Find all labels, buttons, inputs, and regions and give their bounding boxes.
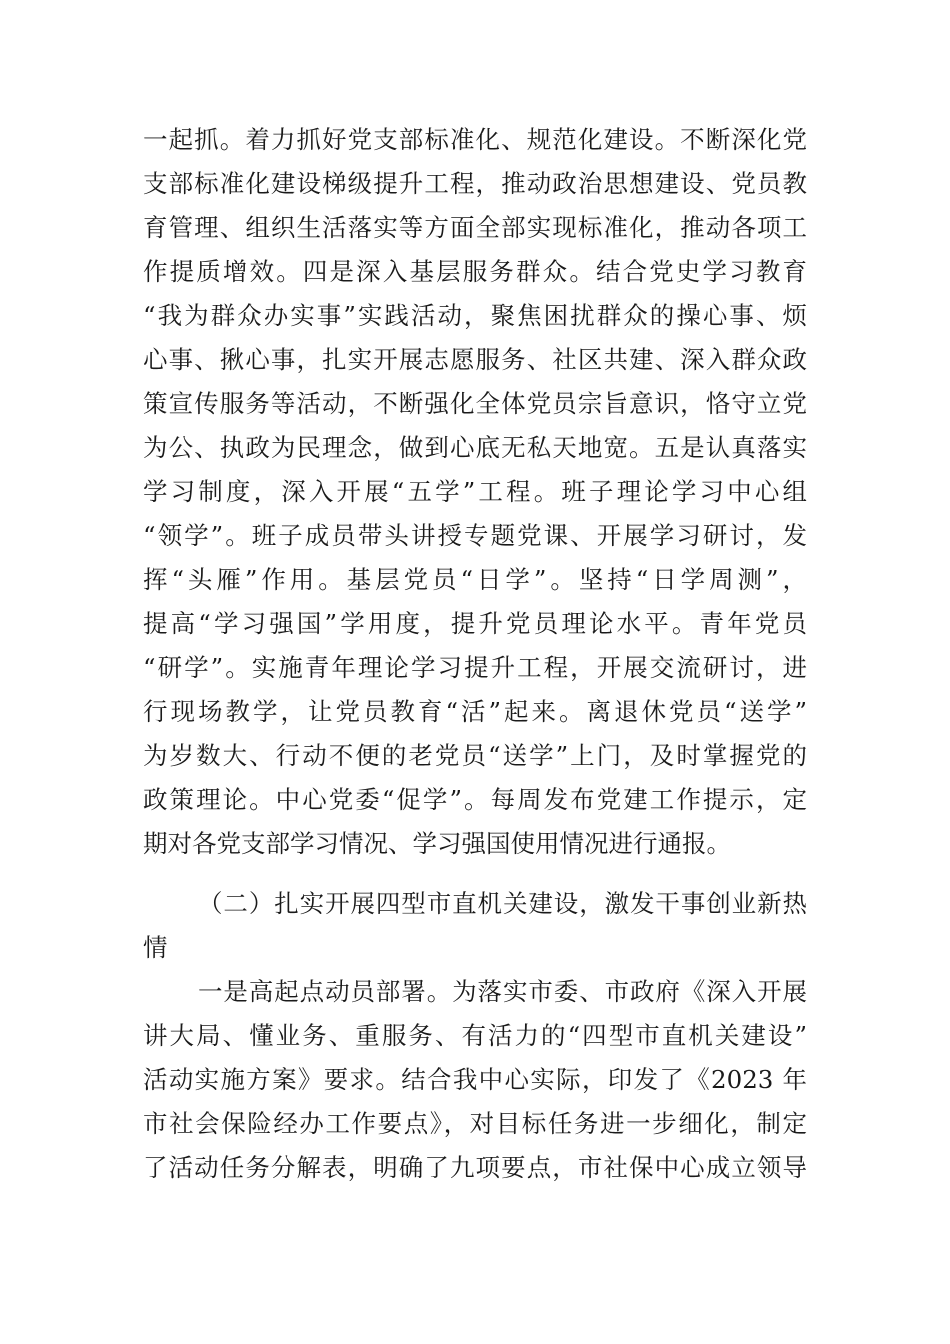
- text-line: 政策理论。中心党委“促学”。每周发布党建工作提示，定: [143, 785, 807, 814]
- text-line: 提高“学习强国”学用度，提升党员理论水平。青年党员: [143, 609, 807, 638]
- text-line: 挥“头雁”作用。基层党员“日学”。坚持“日学周测”，: [143, 565, 807, 594]
- text-line: “领学”。班子成员带头讲授专题党课、开展学习研讨，发: [143, 521, 807, 550]
- text-line: 活动实施方案》要求。结合我中心实际，印发了《2023 年: [143, 1065, 807, 1094]
- heading-line: 情: [143, 933, 168, 962]
- text-line: 心事、揪心事，扎实开展志愿服务、社区共建、深入群众政: [143, 345, 807, 374]
- text-line: 支部标准化建设梯级提升工程，推动政治思想建设、党员教: [143, 169, 807, 198]
- text-line: 讲大局、懂业务、重服务、有活力的“四型市直机关建设”: [143, 1021, 807, 1050]
- text-line: 一是高起点动员部署。为落实市委、市政府《深入开展: [198, 977, 807, 1006]
- text-line: 期对各党支部学习情况、学习强国使用情况进行通报。: [143, 829, 731, 858]
- text-line: 育管理、组织生活落实等方面全部实现标准化，推动各项工: [143, 213, 807, 242]
- text-line: 为岁数大、行动不便的老党员“送学”上门，及时掌握党的: [143, 741, 807, 770]
- text-line: “研学”。实施青年理论学习提升工程，开展交流研讨，进: [143, 653, 807, 682]
- text-line: 为公、执政为民理念，做到心底无私天地宽。五是认真落实: [143, 433, 807, 462]
- body-paragraph: [143, 970, 807, 1190]
- text-line: 作提质增效。四是深入基层服务群众。结合党史学习教育: [143, 257, 807, 286]
- body-paragraph: [143, 118, 807, 866]
- text-line: 了活动任务分解表，明确了九项要点，市社保中心成立领导: [143, 1153, 807, 1182]
- text-line: 行现场教学，让党员教育“活”起来。离退休党员“送学”: [143, 697, 807, 726]
- text-line: 市社会保险经办工作要点》，对目标任务进一步细化，制定: [143, 1109, 807, 1138]
- text-line: 策宣传服务等活动，不断强化全体党员宗旨意识，恪守立党: [143, 389, 807, 418]
- section-heading: [143, 882, 807, 970]
- text-line: “我为群众办实事”实践活动，聚焦困扰群众的操心事、烦: [143, 301, 807, 330]
- heading-line: （二）扎实开展四型市直机关建设，激发干事创业新热: [198, 889, 807, 918]
- text-line: 学习制度，深入开展“五学”工程。班子理论学习中心组: [143, 477, 807, 506]
- text-line: 一起抓。着力抓好党支部标准化、规范化建设。不断深化党: [143, 125, 807, 154]
